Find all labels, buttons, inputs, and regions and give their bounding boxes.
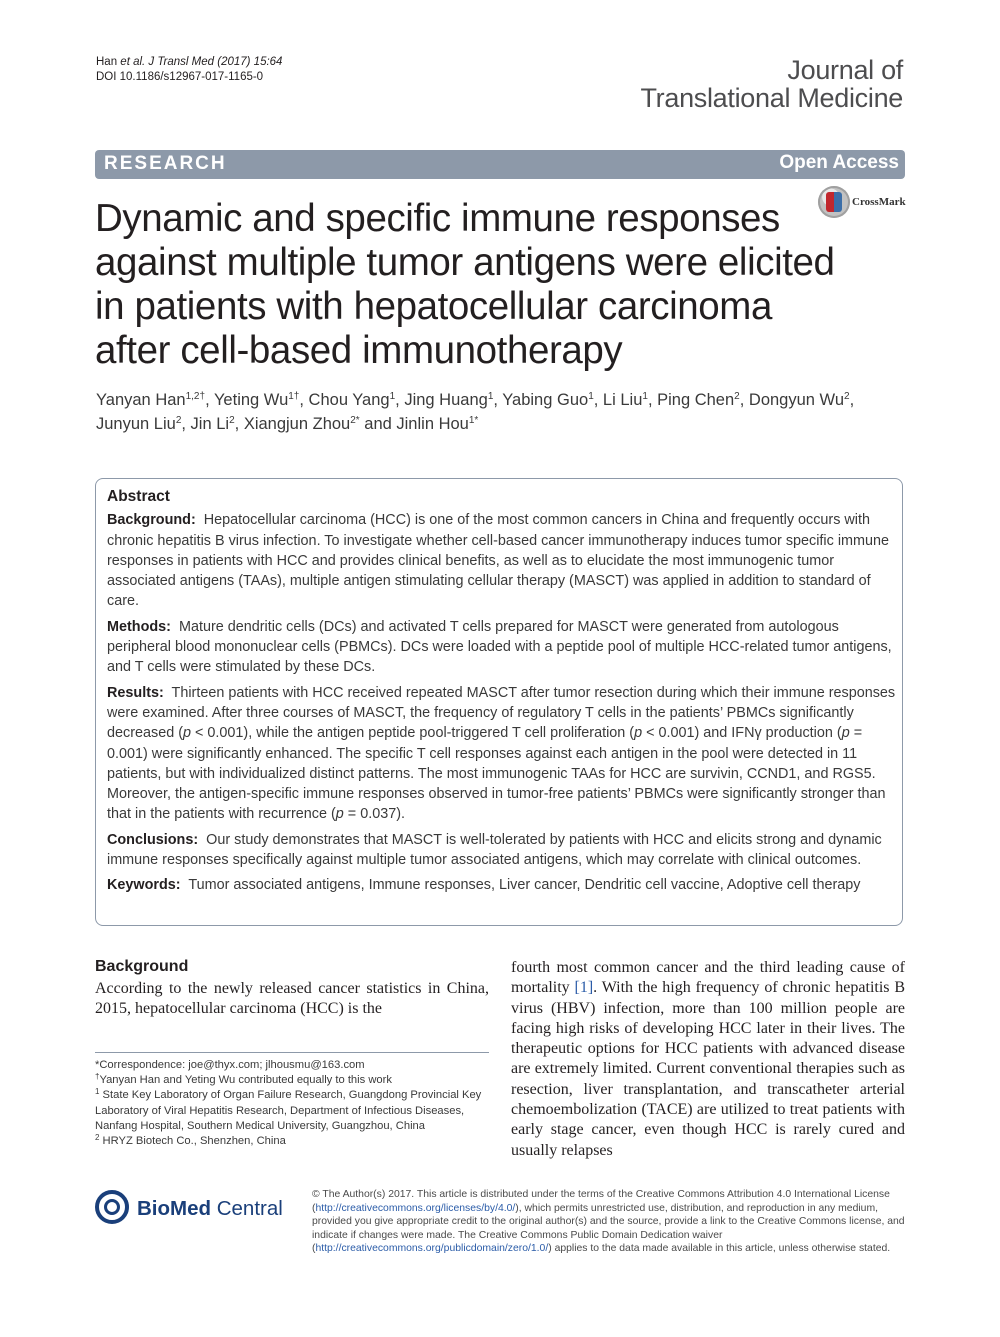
author-name: Ping Chen [657,391,735,409]
author-separator: , [493,391,503,409]
author-separator: , [849,391,855,409]
background-heading: Background [95,958,189,975]
section-band [95,150,905,179]
citation-line: Han et al. J Transl Med (2017) 15:64 [96,56,283,68]
reference-link[interactable]: [1] [574,979,594,997]
author-name: Junyun Liu [96,415,176,433]
equal-contribution-note: †Yanyan Han and Yeting Wu contributed equally to this work [95,1072,392,1087]
correspondence-note: *Correspondence: joe@thyx.com; jlhousmu@163.com [95,1059,365,1071]
footnotes [95,1058,489,1149]
author-separator: , [205,391,214,409]
abstract-conclusions: Conclusions: Our study demonstrates that MASCT is well-tolerated by patients with HCC and elicits strong and dynamic immune responses specifically against multiple tumor associated antigens, which may correlate with clinical outcomes. [107,831,882,869]
article-citation [96,55,282,85]
author-name: Chou Yang [308,391,390,409]
author-affiliation-mark: 2 [734,391,740,402]
author-name: Jin Li [190,415,230,433]
abstract-results: Results: Thirteen patients with HCC received repeated MASCT after tumor resection during which their immune responses were examined. After three courses of MASCT, the frequency of regulatory T cells in the patients’ PBMCs significantly decreased (p < 0.001), while the antigen peptide pool-triggered T cell proliferation (p < 0.001) and IFNγ production (p = 0.001) were significantly enhanced. The specific T cell responses against each antigen in the pool were detected in 11 patients, but with individualized distinct patterns. The most immunogenic TAAs for HCC are survivin, CCND1, and RGS5. Moreover, the antigen-specific immune responses observed in tumor-free patients’ PBMCs were significantly stronger than that in the patients with recurrence (p = 0.037). [107,684,896,823]
affiliation-1: $^1$ State Key Laboratory of Organ Failure Research, Guangdong Provincial Key Laboratory of Viral Hepatitis Research, Department of Infectious Diseases, Nanfang Hospital, Southern Medical University, Guangzhou, China [95,1087,482,1132]
author-separator: , [299,391,309,409]
license-link[interactable]: http://creativecommons.org/licenses/by/4.0/ [315,1202,516,1214]
author-affiliation-mark: 1 [588,391,594,402]
author-name: Xiangjun Zhou [243,415,351,433]
footnote-divider [95,1052,489,1053]
public-domain-link[interactable]: http://creativecommons.org/publicdomain/zero/1.0/ [315,1243,549,1255]
abstract-methods: Methods: Mature dendritic cells (DCs) and activated T cells prepared for MASCT were generated from autologous peripheral blood mononuclear cells (PBMCs). DCs were loaded with a peptide pool of multiple HCC-related tumor antigens, and T cells were stimulated by these DCs. [107,618,892,676]
author-affiliation-mark: 2 [175,415,182,426]
author-affiliation-mark: 2 [844,391,850,402]
biomed-central-logo[interactable] [95,1188,295,1234]
author-affiliation-mark: 1 [389,391,396,402]
author-affiliation-mark: 2 [229,415,235,426]
crossmark-label: CrossMark [852,196,906,208]
body-left-column: According to the newly released cancer statistics in China, 2015, hepatocellular carcinoma (HCC) is the [95,980,489,1018]
author-separator: , [739,391,749,409]
journal-name: Journal of Translational Medicine [640,55,903,113]
author-affiliation-mark: 1 [642,391,648,402]
article-type: RESEARCH [104,153,227,174]
author-separator: , [395,391,405,409]
author-name: Li Liu [602,391,643,409]
author-affiliation-mark: 1* [468,415,479,426]
author-name: Yeting Wu [213,391,289,409]
author-affiliation-mark: 1† [288,391,300,402]
author-name: Jing Huang [404,391,488,409]
abstract-content [107,487,897,901]
affiliation-2: $^2$ HRYZ Biotech Co., Shenzhen, China [95,1133,286,1148]
doi: DOI 10.1186/s12967-017-1165-0 [96,71,264,83]
publisher-name: BioMed Central [137,1197,283,1220]
open-access-label: Open Access [779,152,899,173]
author-name: Yanyan Han [96,391,186,409]
article-title: Dynamic and specific immune responses against multiple tumor antigens were elicited in patients with hepatocellular carcinoma after cell-based immunotherapy [95,197,835,372]
abstract-keywords: Keywords: Tumor associated antigens, Immune responses, Liver cancer, Dendritic cell vaccine, Adoptive cell therapy [107,877,861,894]
author-affiliation-mark: 2* [350,415,360,426]
author-affiliation-mark: 1,2† [185,391,206,402]
author-separator: , [593,391,603,409]
author-separator: and [359,415,397,433]
body-right-column: fourth most common cancer and the third leading cause of mortality [1]. With the high frequency of chronic hepatitis B virus (HBV) infection, more than 100 million people are facing high risks of developing HCC later in their lives. The therapeutic options for HCC patients with advanced disease are extremely limited. Current conventional therapies such as resection, liver transplantation, and transcatheter arterial chemoembolization (TACE) are utilized to treat patients with early stage cancer, even though HCC is rarely cured and usually relapses [511,959,906,1159]
author-list [96,388,906,436]
author-separator: , [181,415,191,433]
abstract-heading: Abstract [107,488,170,505]
abstract-box [95,478,903,926]
abstract-background: Background: Hepatocellular carcinoma (HCC) is one of the most common cancers in China and frequently occurs with chronic hepatitis B virus infection. To investigate whether cell-based cancer immunotherapy induces tumor specific immune responses in patients with HCC and provides clinical benefits, as well as to elucidate the most immunogenic tumor associated antigens (TAAs), multiple antigen stimulating cellular therapy (MASCT) was applied in addition to standard of care. [107,512,889,610]
author-name: Jinlin Hou [396,415,469,433]
license-statement: © The Author(s) 2017. This article is distributed under the terms of the Creative Commons Attribution 4.0 International License (http://creativecommons.org/licenses/by/4.0/), which permits unrestricted use, distribution, and reproduction in any medium, provided you give appropriate credit to the original author(s) and the source, provide a link to the Creative Commons license, and indicate if changes were made. The Creative Commons Public Domain Dedication waiver (http://creativecommons.org/publicdomain/zero/1.0/) applies to the data made available in this article, unless otherwise stated. [312,1189,905,1255]
author-separator: , [647,391,658,409]
author-affiliation-mark: 1 [487,391,494,402]
author-name: Dongyun Wu [748,391,844,409]
author-separator: , [234,415,244,433]
biomed-central-icon-inner [104,1199,120,1215]
author-name: Yabing Guo [502,391,589,409]
